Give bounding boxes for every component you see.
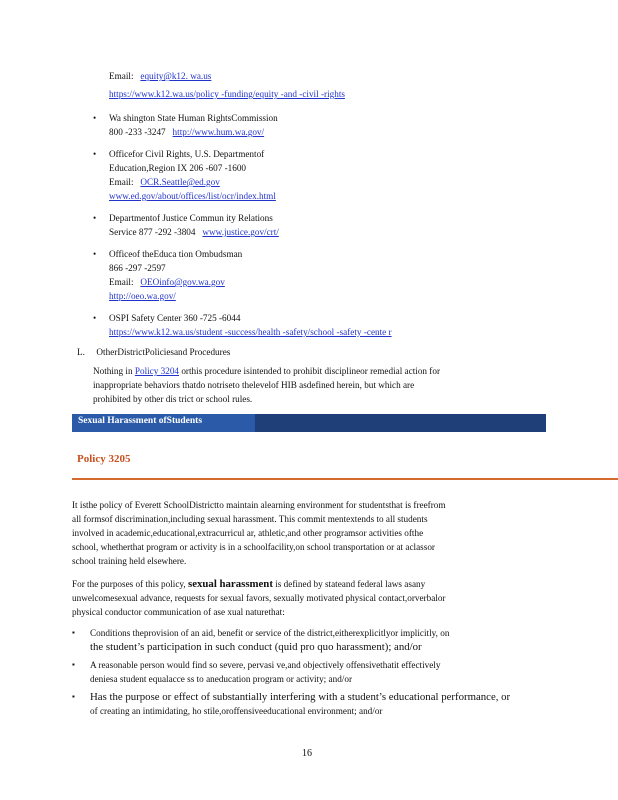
contact-phone: 866 -297 -2597	[109, 263, 166, 273]
body-text: orthis procedure isintended to prohibit disciplineor remedial action for	[179, 366, 441, 376]
contact-line: Education,Region IX 206 -607 -1600	[109, 163, 247, 173]
condition-item	[72, 658, 552, 686]
equity-contact	[109, 69, 345, 101]
body-text: school training held elsewhere.	[72, 556, 187, 566]
body-text: the student’s participation in such conduct (quid pro quo harassment); and/or	[90, 641, 422, 653]
policy-3204-link[interactable]: Policy 3204	[134, 366, 180, 376]
ocr-email-link[interactable]: OCR.Seattle@ed.gov	[140, 177, 220, 187]
body-text: It isthe policy of Everett SchoolDistrictto maintain alearning environment for studentsthat is freefrom	[72, 500, 446, 510]
policy-paragraph	[72, 498, 548, 568]
definition-paragraph	[72, 577, 548, 619]
contact-list	[93, 111, 553, 345]
email-label: Email:	[109, 71, 134, 81]
oeo-email-link[interactable]: OEOinfo@gov.wa.gov	[140, 277, 225, 287]
body-text: school, whetherthat program or activity is in a schoolfacility,on school transportation or at aclassor	[72, 542, 435, 552]
contact-item-ombudsman	[93, 247, 553, 303]
contact-line: • Officeof theEduca tion Ombudsman	[109, 249, 243, 259]
contact-phone: 800 -233 -3247	[109, 127, 166, 137]
contact-item-justice	[93, 211, 553, 239]
section-marker: L.	[77, 347, 85, 357]
email-label: Email:	[109, 277, 134, 287]
equity-email-link[interactable]: equity@k12. wa.us	[140, 71, 212, 81]
body-text: deniesa student equalacce ss to aneducation program or activity; and/or	[90, 674, 353, 684]
body-text: ▪ Has the purpose or effect of substantially interfering with a student’s educational performance, or	[90, 691, 511, 703]
ocr-site-link[interactable]: www.ed.gov/about/offices/list/ocr/index.html	[109, 191, 276, 201]
contact-item-human-rights	[93, 111, 553, 139]
body-text: of creating an intimidating, ho stile,orоffensiveeducational environment; and/or	[90, 706, 383, 716]
body-text: all formsof discrimination,including sexual harassment. This commit mentextends to all students	[72, 514, 428, 524]
oeo-site-link[interactable]: http://oeo.wa.gov/	[109, 291, 176, 301]
equity-policy-link[interactable]: https://www.k12.wa.us/policy -funding/equity -and -civil -rights	[109, 89, 345, 99]
contact-phone: Service 877 -292 -3804	[109, 227, 196, 237]
human-rights-link[interactable]: http://www.hum.wa.gov/	[172, 127, 265, 137]
title-rule	[72, 478, 618, 480]
body-text: unwelcomesexual advance, requests for sexual favors, sexually motivated physical contact,orverbalor	[72, 593, 446, 603]
harassment-conditions-list	[72, 626, 552, 722]
contact-line: • OSPI Safety Center 360 -725 -6044	[109, 313, 241, 323]
section-l-body	[93, 364, 553, 406]
defined-term: sexual harassment	[188, 578, 273, 590]
email-label: Email:	[109, 177, 134, 187]
body-text: prohibited by other dis trict or school rules.	[93, 394, 253, 404]
section-l-heading	[77, 345, 230, 359]
contact-item-ospi	[93, 311, 553, 339]
body-text: involved in academic,educational,extracurricul ar, athletic,and other programsor activities ofthe	[72, 528, 424, 538]
condition-item	[72, 626, 552, 654]
body-text: inappropriate behaviors thatdo notriseto thelevelof HIB asdefined herein, but which are	[93, 380, 415, 390]
body-text: ▪ Conditions theprovision of an aid, benefit or service of the district,eitherexplicitlyor implicitly, on	[90, 628, 450, 638]
body-text: For the purposes of this policy,	[72, 579, 189, 589]
page-number: 16	[302, 748, 312, 759]
ospi-link[interactable]: https://www.k12.wa.us/student -success/health -safety/school -safety -cente r	[109, 327, 392, 337]
contact-item-ocr	[93, 147, 553, 203]
policy-title: Policy 3205	[77, 453, 131, 465]
contact-line: • Wa shington State Human RightsCommission	[109, 113, 278, 123]
body-text: is defined by stateand federal laws asany	[272, 579, 426, 589]
condition-item	[72, 690, 552, 718]
body-text: ▪ A reasonable person would find so severe, pervasi ve,and objectively offensivethatit effectively	[90, 660, 441, 670]
body-text: Nothing in	[93, 366, 133, 376]
contact-line: • Officefor Civil Rights, U.S. Departmentof	[109, 149, 265, 159]
banner-title: Sexual Harassment ofStudents	[78, 416, 203, 426]
contact-line: • Departmentof Justice Commun ity Relations	[109, 213, 273, 223]
body-text: physical conductor communication of ase xual naturethat:	[72, 607, 285, 617]
justice-link[interactable]: www.justice.gov/crt/	[202, 227, 279, 237]
section-heading: OtherDistrictPoliciesand Procedures	[96, 347, 231, 357]
